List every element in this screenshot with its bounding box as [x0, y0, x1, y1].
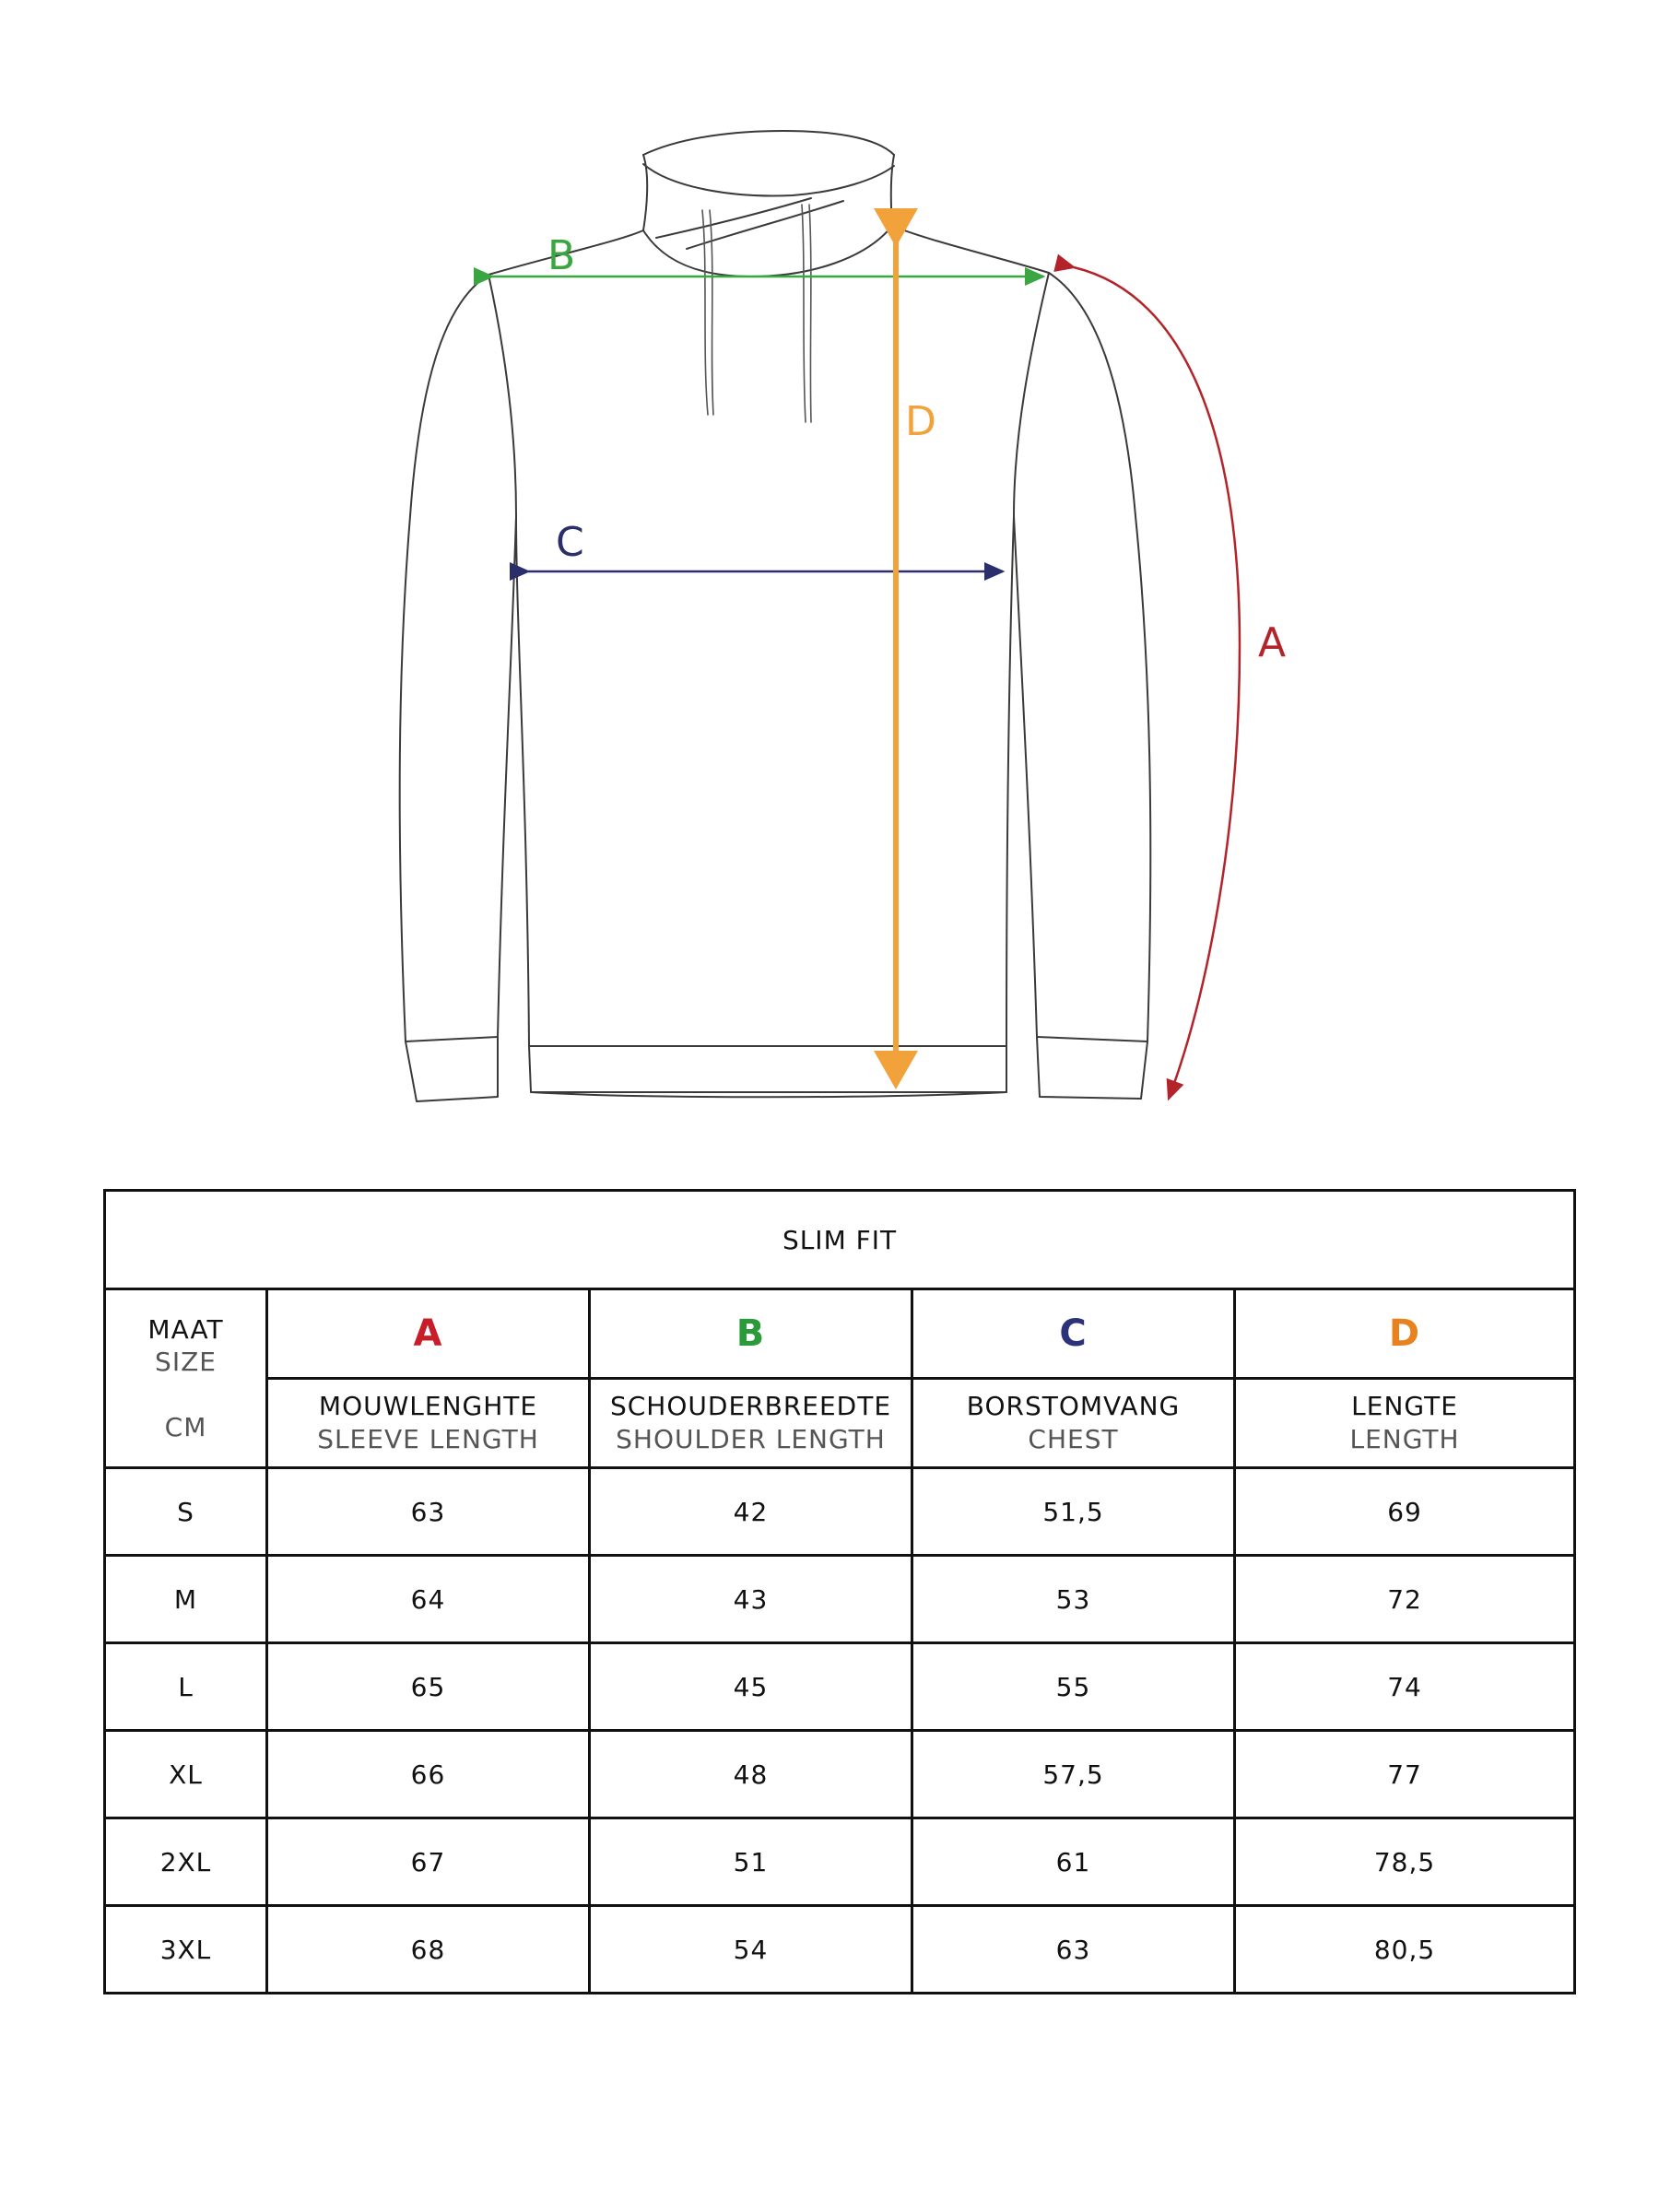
- size-cell: XL: [105, 1731, 267, 1818]
- value-cell-b: 51: [590, 1818, 912, 1906]
- size-chart-table: [103, 1189, 1576, 1994]
- value-cell-a: 67: [267, 1818, 590, 1906]
- value-cell-c: 55: [912, 1643, 1235, 1731]
- column-a-label-en: SLEEVE LENGTH: [317, 1424, 539, 1454]
- value-cell-b: 54: [590, 1906, 912, 1994]
- value-cell-c: 53: [912, 1556, 1235, 1643]
- drawstrings: [702, 205, 811, 422]
- table-title: SLIM FIT: [105, 1191, 1575, 1289]
- value-cell-d: 74: [1235, 1643, 1575, 1731]
- size-header-unit: CM: [164, 1412, 207, 1442]
- label-header-row: [105, 1379, 1575, 1468]
- size-header-cell: [105, 1289, 267, 1468]
- column-c-label-nl: BORSTOMVANG: [966, 1390, 1181, 1421]
- value-cell-d: 80,5: [1235, 1906, 1575, 1994]
- left-sleeve-outline: [400, 275, 516, 1101]
- table-row: [105, 1643, 1575, 1731]
- size-header-maat: MAAT: [147, 1314, 224, 1345]
- value-cell-b: 43: [590, 1556, 912, 1643]
- column-b-label-nl: SCHOUDERBREEDTE: [609, 1390, 892, 1421]
- measure-b-label: B: [547, 232, 576, 279]
- column-d-header: [1235, 1379, 1575, 1468]
- measure-c-label: C: [556, 519, 584, 566]
- value-cell-d: 77: [1235, 1731, 1575, 1818]
- column-d-letter: D: [1235, 1289, 1575, 1379]
- value-cell-c: 57,5: [912, 1731, 1235, 1818]
- measure-a-arrow: [1074, 267, 1240, 1099]
- size-cell: M: [105, 1556, 267, 1643]
- value-cell-b: 42: [590, 1468, 912, 1556]
- value-cell-c: 63: [912, 1906, 1235, 1994]
- table-row: [105, 1556, 1575, 1643]
- column-d-label-nl: LENGTE: [1351, 1390, 1458, 1421]
- value-cell-d: 78,5: [1235, 1818, 1575, 1906]
- value-cell-a: 66: [267, 1731, 590, 1818]
- size-cell: L: [105, 1643, 267, 1731]
- measure-a-label: A: [1258, 619, 1287, 666]
- column-c-letter: C: [912, 1289, 1235, 1379]
- value-cell-a: 68: [267, 1906, 590, 1994]
- measure-d-label: D: [905, 398, 936, 445]
- letter-header-row: [105, 1289, 1575, 1379]
- column-b-label-en: SHOULDER LENGTH: [616, 1424, 886, 1454]
- column-d-label-en: LENGTH: [1349, 1424, 1460, 1454]
- size-cell: 3XL: [105, 1906, 267, 1994]
- table-row: [105, 1731, 1575, 1818]
- column-a-letter: A: [267, 1289, 590, 1379]
- table-title-row: [105, 1191, 1575, 1289]
- column-a-label-nl: MOUWLENGHTE: [318, 1390, 538, 1421]
- value-cell-a: 63: [267, 1468, 590, 1556]
- value-cell-c: 61: [912, 1818, 1235, 1906]
- table-row: [105, 1818, 1575, 1906]
- value-cell-c: 51,5: [912, 1468, 1235, 1556]
- column-b-header: [590, 1379, 912, 1468]
- body-outline: [488, 226, 1049, 1097]
- right-sleeve-outline: [1014, 273, 1150, 1099]
- column-b-letter: B: [590, 1289, 912, 1379]
- collar-outline: [643, 131, 894, 276]
- column-c-label-en: CHEST: [1028, 1424, 1119, 1454]
- value-cell-d: 72: [1235, 1556, 1575, 1643]
- size-cell: S: [105, 1468, 267, 1556]
- value-cell-b: 45: [590, 1643, 912, 1731]
- value-cell-b: 48: [590, 1731, 912, 1818]
- value-cell-d: 69: [1235, 1468, 1575, 1556]
- column-c-header: [912, 1379, 1235, 1468]
- table-row: [105, 1906, 1575, 1994]
- column-a-header: [267, 1379, 590, 1468]
- table-row: [105, 1468, 1575, 1556]
- size-cell: 2XL: [105, 1818, 267, 1906]
- size-header-size: SIZE: [155, 1347, 217, 1377]
- value-cell-a: 64: [267, 1556, 590, 1643]
- value-cell-a: 65: [267, 1643, 590, 1731]
